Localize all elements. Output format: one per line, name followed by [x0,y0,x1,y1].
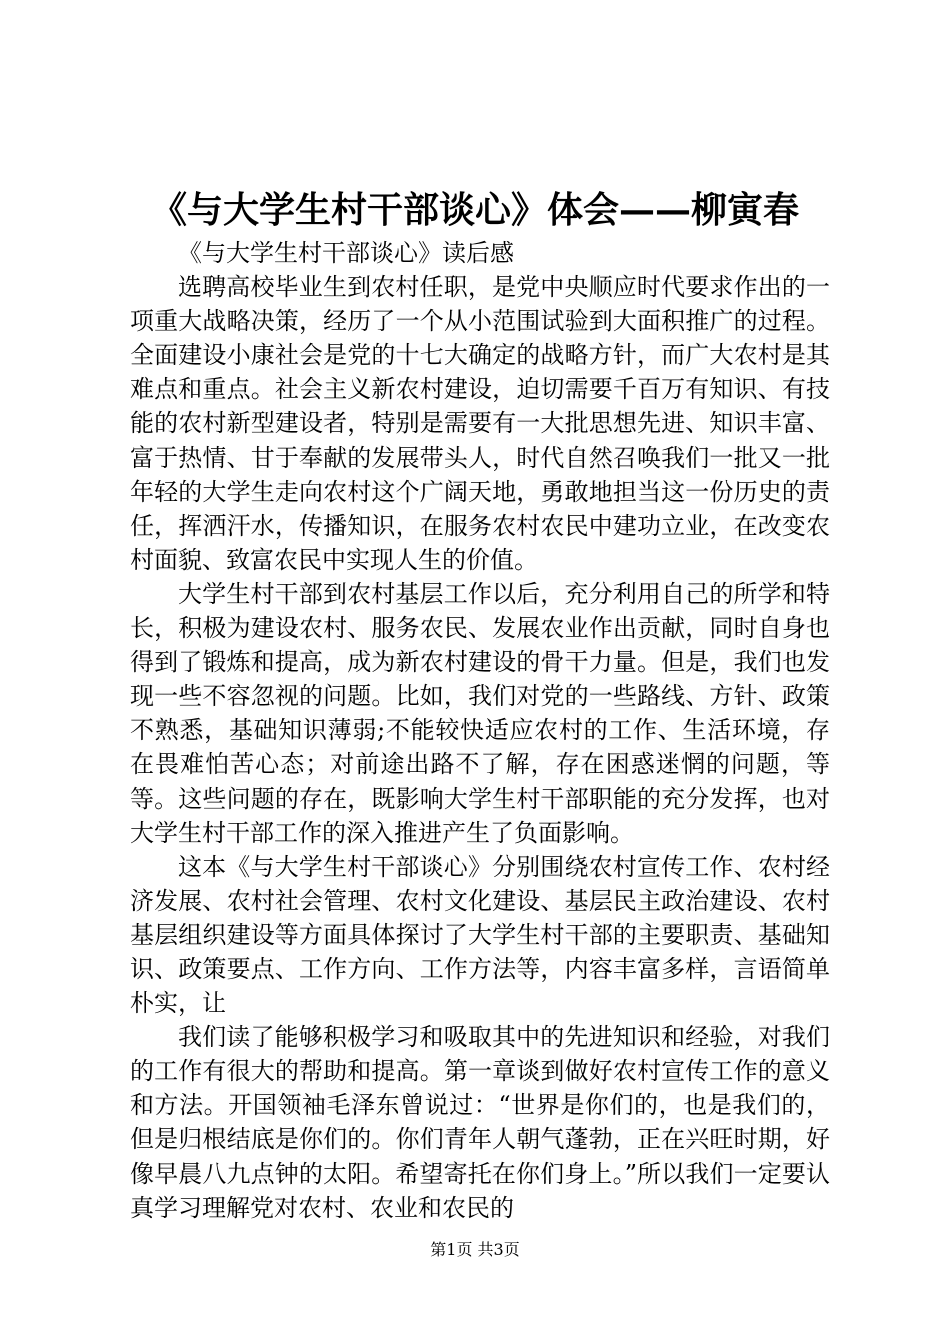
paragraph-1: 选聘高校毕业生到农村任职，是党中央顺应时代要求作出的一项重大战略决策，经历了一个从小范围试验到大面积推广的过程。全面建设小康社会是党的十七大确定的战略方针，而广大农村是其难点和重点。社会主义新农村建设，迫切需要千百万有知识、有技能的农村新型建设者，特别是需要有一大批思想先进、知识丰富、富于热情、甘于奉献的发展带头人，时代自然召唤我们一批又一批年轻的大学生走向农村这个广阔天地，勇敢地担当这一份历史的责任，挥洒汗水，传播知识，在服务农村农民中建功立业，在改变农村面貌、致富农民中实现人生的价值。 [130,273,830,574]
paragraph-2: 大学生村干部到农村基层工作以后，充分利用自己的所学和特长，积极为建设农村、服务农民、发展农业作出贡献，同时自身也得到了锻炼和提高，成为新农村建设的骨干力量。但是，我们也发现一些不容忽视的问题。比如，我们对党的一些路线、方针、政策不熟悉，基础知识薄弱;不能较快适应农村的工作、生活环境，存在畏难怕苦心态；对前途出路不了解，存在困惑迷惘的问题，等等。这些问题的存在，既影响大学生村干部职能的充分发挥，也对大学生村干部工作的深入推进产生了负面影响。 [130,579,830,847]
paragraph-3: 这本《与大学生村干部谈心》分别围绕农村宣传工作、农村经济发展、农村社会管理、农村文化建设、基层民主政治建设、农村基层组织建设等方面具体探讨了大学生村干部的主要职责、基础知识、政策要点、工作方向、工作方法等，内容丰富多样，言语简单朴实，让 [130,852,830,1018]
paragraph-4: 我们读了能够积极学习和吸取其中的先进知识和经验，对我们的工作有很大的帮助和提高。第一章谈到做好农村宣传工作的意义和方法。开国领袖毛泽东曾说过：“世界是你们的，也是我们的，但是归根结底是你们的。你们青年人朝气蓬勃，正在兴旺时期，好像早晨八九点钟的太阳。希望寄托在你们身上。”所以我们一定要认真学习理解党对农村、农业和农民的 [130,1023,830,1222]
document-title: 《与大学生村干部谈心》体会——柳寅春 [150,189,799,231]
page-number-footer: 第1页 共3页 [430,1240,520,1259]
document-body [130,236,830,1225]
document-subtitle: 《与大学生村干部谈心》读后感 [178,239,514,267]
